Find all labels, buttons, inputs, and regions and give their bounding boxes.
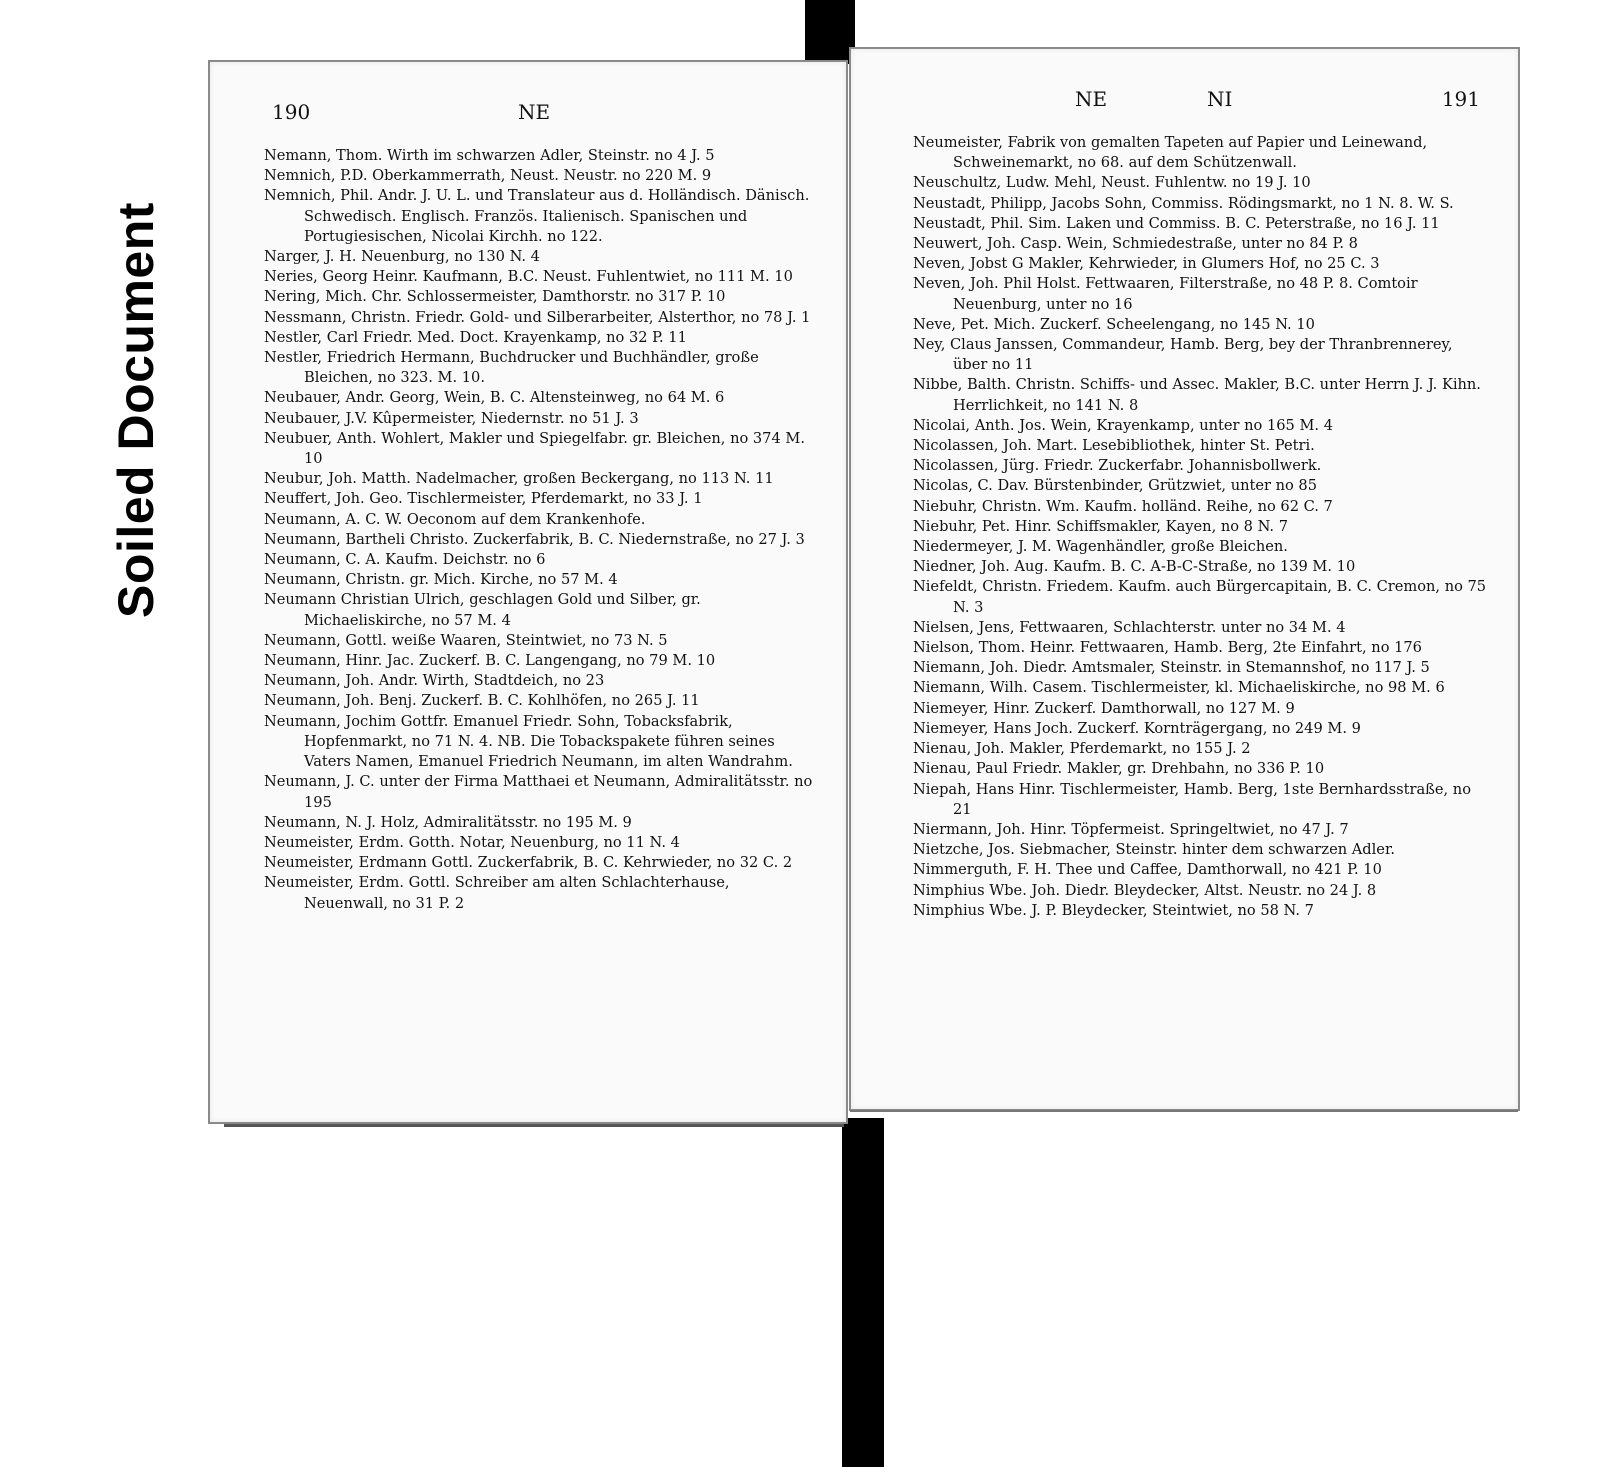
running-head-left: NE (1075, 87, 1108, 111)
directory-entry: Neumann, A. C. W. Oeconom auf dem Krankenhofe. (264, 510, 646, 528)
stamp-text: Soiled Document (108, 202, 164, 618)
directory-entry: Neven, Joh. Phil Holst. Fettwaaren, Filterstraße, no 48 P. 8. Comtoir Neuenburg, unter no 16 (913, 275, 1418, 313)
directory-entry: Neumeister, Erdm. Gottl. Schreiber am alten Schlachterhause, Neuenwall, no 31 P. 2 (264, 874, 730, 912)
directory-entry: Nietzche, Jos. Siebmacher, Steinstr. hinter dem schwarzen Adler. (913, 841, 1395, 859)
binding-gutter-bottom (842, 1118, 884, 1467)
directory-entry: Nimmerguth, F. H. Thee und Caffee, Damthorwall, no 421 P. 10 (913, 861, 1382, 879)
directory-entry: Niefeldt, Christn. Friedem. Kaufm. auch Bürgercapitain, B. C. Cremon, no 75 N. 3 (913, 578, 1487, 616)
right-page (849, 47, 1520, 1111)
directory-entry: Neumann, Bartheli Christo. Zuckerfabrik, B. C. Niedernstraße, no 27 J. 3 (264, 530, 805, 548)
directory-entry: Neustadt, Phil. Sim. Laken und Commiss. B. C. Peterstraße, no 16 J. 11 (913, 214, 1440, 232)
directory-entry: Neumann, J. C. unter der Firma Matthaei et Neumann, Admiralitätsstr. no 195 (264, 773, 813, 811)
directory-entry: Neustadt, Philipp, Jacobs Sohn, Commiss. Rödingsmarkt, no 1 N. 8. W. S. (913, 194, 1454, 212)
left-page-header (240, 100, 816, 130)
directory-entry: Neumann, Gottl. weiße Waaren, Steintwiet, no 73 N. 5 (264, 631, 668, 649)
directory-entry: Neubur, Joh. Matth. Nadelmacher, großen Beckergang, no 113 N. 11 (264, 470, 774, 488)
directory-entry: Neve, Pet. Mich. Zuckerf. Scheelengang, no 145 N. 10 (913, 315, 1315, 333)
directory-entry: Niebuhr, Pet. Hinr. Schiffsmakler, Kayen, no 8 N. 7 (913, 517, 1288, 535)
directory-entry: Niemeyer, Hinr. Zuckerf. Damthorwall, no 127 M. 9 (913, 699, 1295, 717)
directory-entry: Niedermeyer, J. M. Wagenhändler, große Bleichen. (913, 538, 1288, 556)
directory-entry: Nemann, Thom. Wirth im schwarzen Adler, Steinstr. no 4 J. 5 (264, 147, 715, 164)
directory-entry: Neumann, Joh. Andr. Wirth, Stadtdeich, no 23 (264, 672, 605, 690)
directory-entry: Nielsen, Jens, Fettwaaren, Schlachterstr. unter no 34 M. 4 (913, 618, 1346, 636)
directory-entry: Niepah, Hans Hinr. Tischlermeister, Hamb. Berg, 1ste Bernhardsstraße, no 21 (913, 780, 1471, 818)
directory-entry: Nicolai, Anth. Jos. Wein, Krayenkamp, unter no 165 M. 4 (913, 416, 1333, 434)
directory-entry: Neuschultz, Ludw. Mehl, Neust. Fuhlentw. no 19 J. 10 (913, 174, 1311, 192)
left-entry-list (264, 146, 816, 914)
directory-entry: Neubauer, Andr. Georg, Wein, B. C. Altensteinweg, no 64 M. 6 (264, 389, 725, 407)
directory-entry: Nering, Mich. Chr. Schlossermeister, Damthorstr. no 317 P. 10 (264, 288, 726, 306)
directory-entry: Neumeister, Fabrik von gemalten Tapeten auf Papier und Leinewand, Schweinemarkt, no 68. auf dem Schützenwall. (913, 134, 1428, 172)
directory-entry: Nienau, Joh. Makler, Pferdemarkt, no 155 J. 2 (913, 740, 1251, 758)
left-page-bottom-edge (224, 1124, 844, 1127)
directory-entry: Niemeyer, Hans Joch. Zuckerf. Kornträgergang, no 249 M. 9 (913, 719, 1361, 737)
directory-entry: Niemann, Joh. Diedr. Amtsmaler, Steinstr. in Stemannshof, no 117 J. 5 (913, 659, 1430, 677)
page-number: 190 (272, 100, 311, 124)
directory-entry: Nienau, Paul Friedr. Makler, gr. Drehbahn, no 336 P. 10 (913, 760, 1325, 778)
directory-entry: Nicolas, C. Dav. Bürstenbinder, Grützwiet, unter no 85 (913, 477, 1318, 495)
directory-entry: Nimphius Wbe. Joh. Diedr. Bleydecker, Altst. Neustr. no 24 J. 8 (913, 881, 1377, 899)
soiled-document-stamp (108, 160, 164, 660)
directory-entry: Neumann, Jochim Gottfr. Emanuel Friedr. Sohn, Tobacksfabrik, Hopfenmarkt, no 71 N. 4. NB. Die Tobackspakete führen seines Vaters Namen, Emanuel Friedrich Neumann, im alten Wandrahm. (264, 712, 793, 771)
directory-entry: Niebuhr, Christn. Wm. Kaufm. holländ. Reihe, no 62 C. 7 (913, 497, 1333, 515)
directory-entry: Neumann, Joh. Benj. Zuckerf. B. C. Kohlhöfen, no 265 J. 11 (264, 692, 700, 710)
directory-entry: Ney, Claus Janssen, Commandeur, Hamb. Berg, bey der Thranbrennerey, über no 11 (913, 336, 1453, 374)
directory-entry: Nicolassen, Jürg. Friedr. Zuckerfabr. Johannisbollwerk. (913, 457, 1322, 475)
right-page-header (881, 87, 1488, 117)
right-entry-list (913, 133, 1490, 921)
directory-entry: Nimphius Wbe. J. P. Bleydecker, Steintwiet, no 58 N. 7 (913, 901, 1314, 919)
directory-entry: Neuwert, Joh. Casp. Wein, Schmiedestraße, unter no 84 P. 8 (913, 235, 1358, 253)
directory-entry: Neuffert, Joh. Geo. Tischlermeister, Pferdemarkt, no 33 J. 1 (264, 490, 703, 508)
directory-entry: Neubauer, J.V. Kûpermeister, Niedernstr. no 51 J. 3 (264, 409, 639, 427)
left-page (208, 60, 848, 1124)
page-number: 191 (1441, 87, 1480, 111)
directory-entry: Neumann Christian Ulrich, geschlagen Gold und Silber, gr. Michaeliskirche, no 57 M. 4 (264, 591, 701, 629)
directory-entry: Neven, Jobst G Makler, Kehrwieder, in Glumers Hof, no 25 C. 3 (913, 255, 1380, 273)
directory-entry: Niemann, Wilh. Casem. Tischlermeister, kl. Michaeliskirche, no 98 M. 6 (913, 679, 1445, 697)
directory-entry: Neubuer, Anth. Wohlert, Makler und Spiegelfabr. gr. Bleichen, no 374 M. 10 (264, 429, 805, 468)
right-page-bottom-edge (850, 1110, 1518, 1112)
directory-entry: Nibbe, Balth. Christn. Schiffs- und Assec. Makler, B.C. unter Herrn J. J. Kihn. Herrlichkeit, no 141 N. 8 (913, 376, 1481, 414)
directory-entry: Nielson, Thom. Heinr. Fettwaaren, Hamb. Berg, 2te Einfahrt, no 176 (913, 639, 1422, 657)
directory-entry: Narger, J. H. Neuenburg, no 130 N. 4 (264, 248, 540, 266)
binding-gutter-top (805, 0, 855, 64)
directory-entry: Neumann, C. A. Kaufm. Deichstr. no 6 (264, 551, 546, 569)
directory-entry: Nicolassen, Joh. Mart. Lesebibliothek, hinter St. Petri. (913, 437, 1315, 455)
directory-entry: Niedner, Joh. Aug. Kaufm. B. C. A-B-C-Straße, no 139 M. 10 (913, 558, 1356, 576)
directory-entry: Nestler, Friedrich Hermann, Buchdrucker und Buchhändler, große Bleichen, no 323. M. 10. (264, 349, 759, 387)
directory-entry: Niermann, Joh. Hinr. Töpfermeist. Springeltwiet, no 47 J. 7 (913, 820, 1349, 838)
directory-entry: Neries, Georg Heinr. Kaufmann, B.C. Neust. Fuhlentwiet, no 111 M. 10 (264, 268, 793, 286)
directory-entry: Neumeister, Erdm. Gotth. Notar, Neuenburg, no 11 N. 4 (264, 833, 680, 851)
directory-entry: Nemnich, P.D. Oberkammerrath, Neust. Neustr. no 220 M. 9 (264, 167, 712, 185)
directory-entry: Nemnich, Phil. Andr. J. U. L. und Translateur aus d. Holländisch. Dänisch. Schwedisch. Englisch. Französ. Italienisch. Spanischen und Portugiesischen, Nicolai Kirchh. no 122. (264, 187, 810, 245)
directory-entry: Neumann, Hinr. Jac. Zuckerf. B. C. Langengang, no 79 M. 10 (264, 652, 716, 670)
running-head-right: NI (1207, 87, 1233, 111)
directory-entry: Neumann, N. J. Holz, Admiralitätsstr. no 195 M. 9 (264, 813, 632, 831)
running-head: NE (518, 100, 551, 124)
directory-entry: Neumann, Christn. gr. Mich. Kirche, no 57 M. 4 (264, 571, 618, 589)
directory-entry: Nestler, Carl Friedr. Med. Doct. Krayenkamp, no 32 P. 11 (264, 328, 687, 346)
directory-entry: Nessmann, Christn. Friedr. Gold- und Silberarbeiter, Alsterthor, no 78 J. 1 (264, 308, 811, 326)
directory-entry: Neumeister, Erdmann Gottl. Zuckerfabrik, B. C. Kehrwieder, no 32 C. 2 (264, 854, 793, 872)
